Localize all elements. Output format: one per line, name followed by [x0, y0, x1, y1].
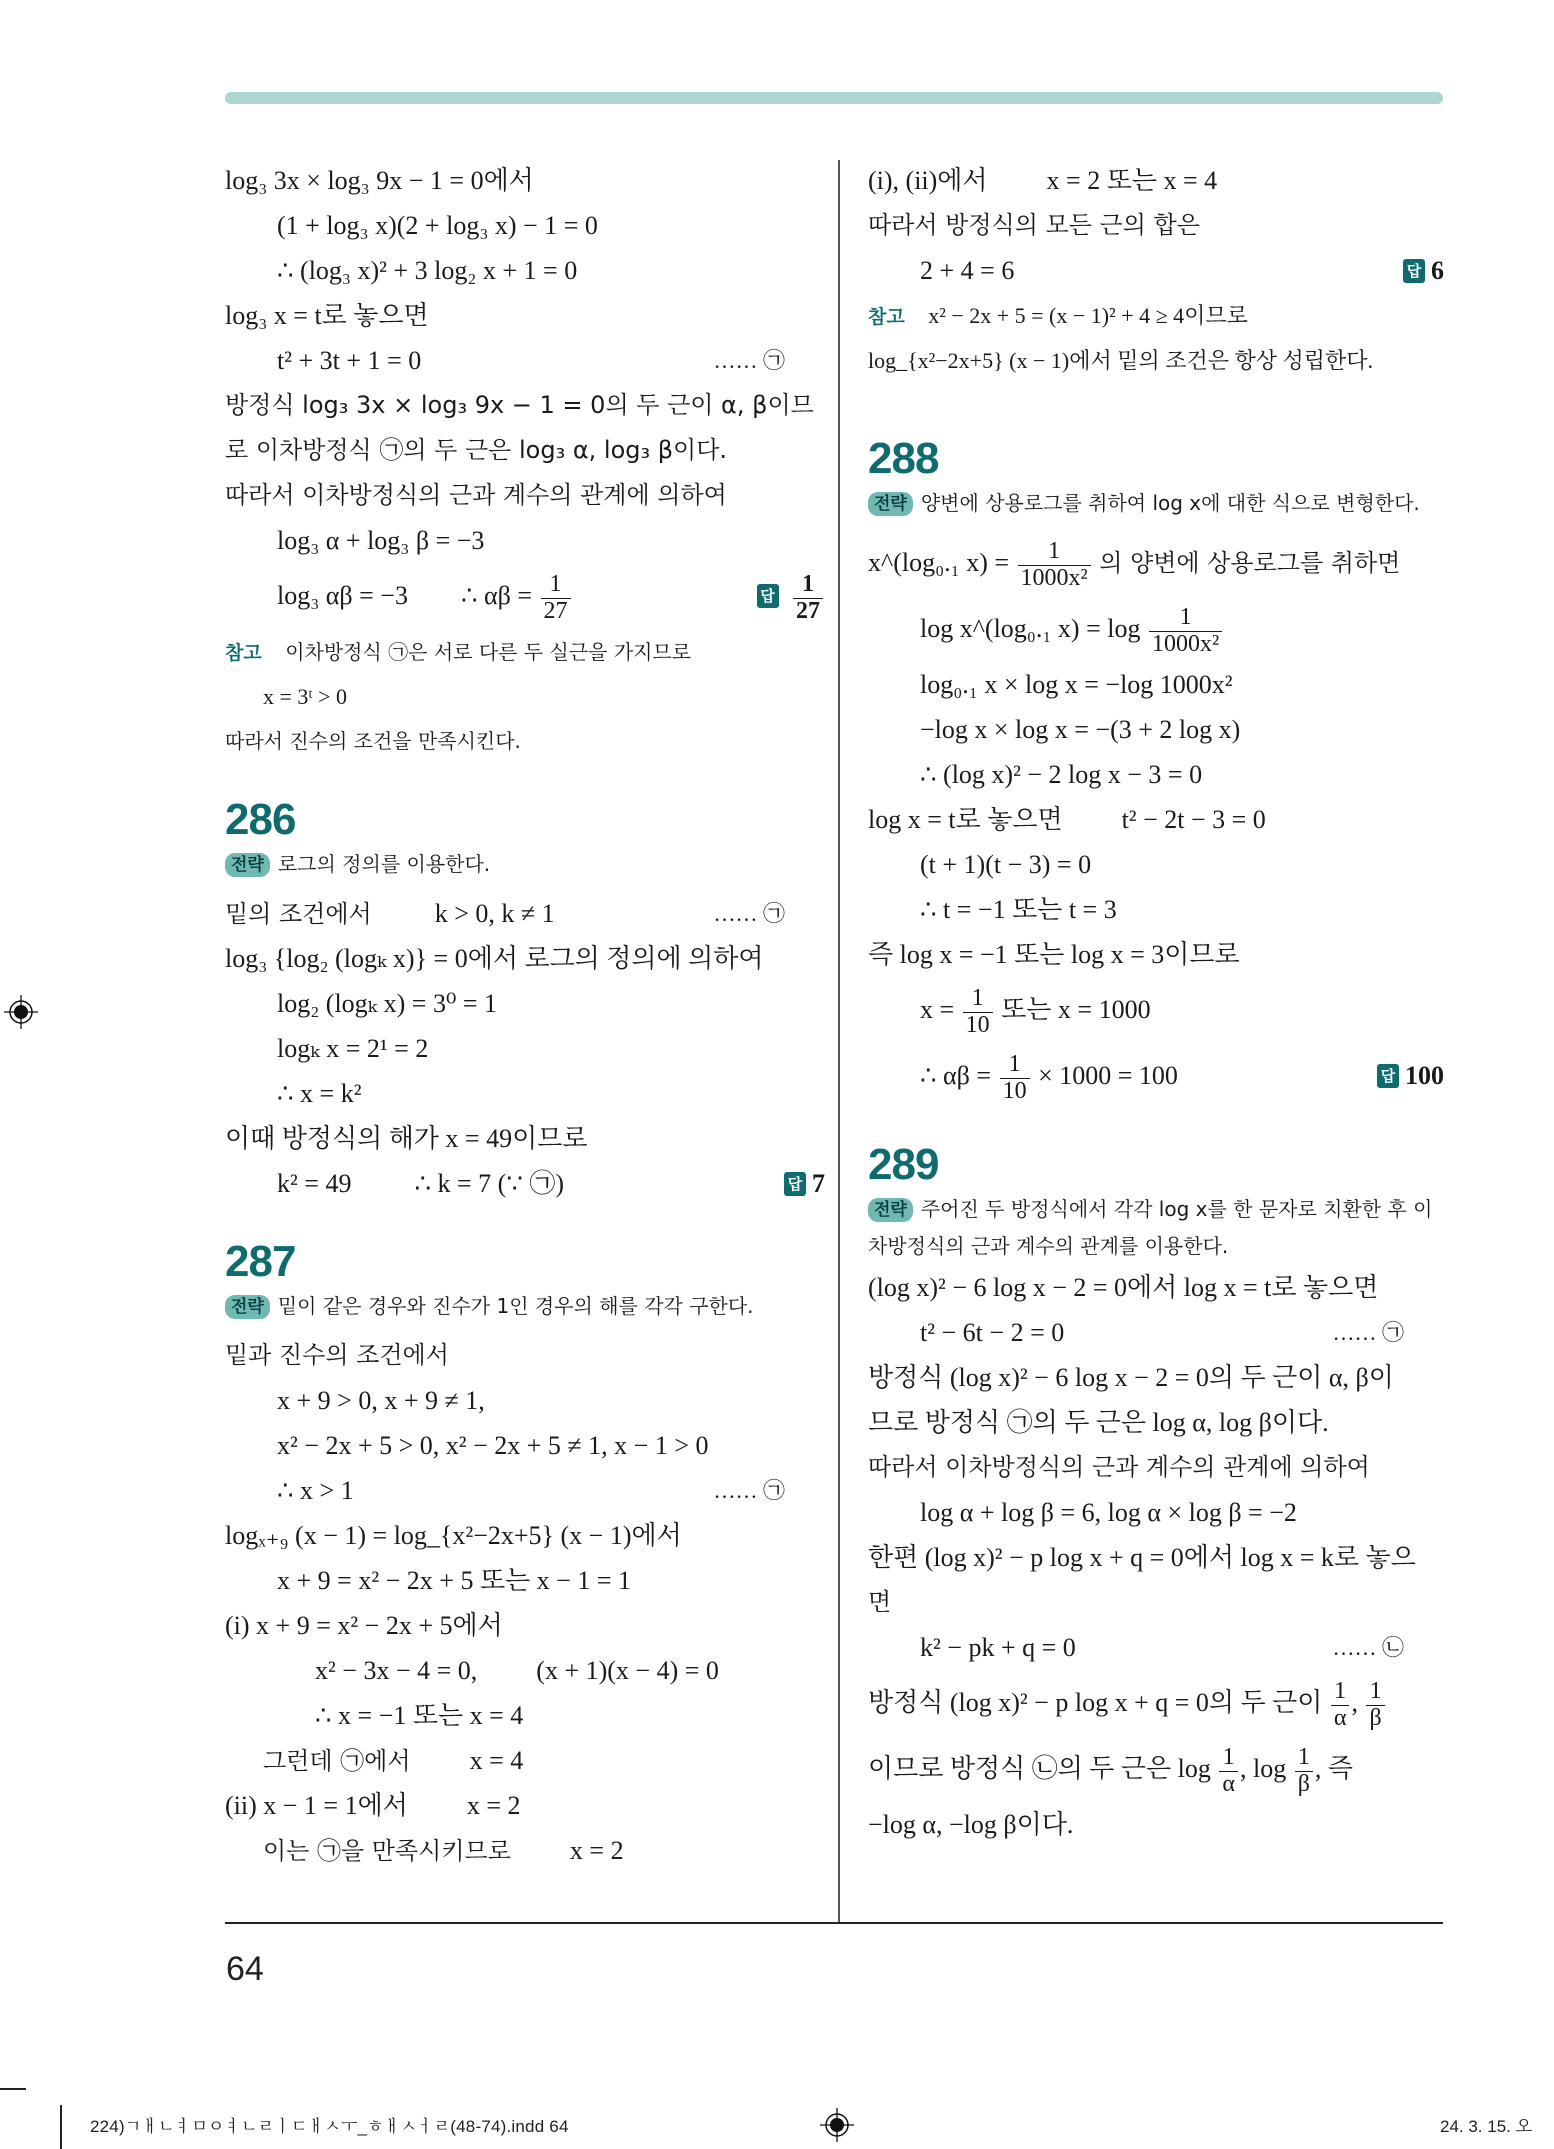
numerator: 1 [1018, 539, 1091, 565]
strategy-text: 양변에 상용로그를 취하여 log x에 대한 식으로 변형한다. [920, 491, 1420, 515]
text: (i), (ii)에서 [868, 166, 988, 195]
fraction [1149, 605, 1222, 656]
fraction [541, 572, 571, 623]
equation-line: −log x × log x = −(3 + 2 log x) [920, 715, 1241, 744]
equation-line [225, 1161, 825, 1206]
text-line: 한편 (log x)² − p log x + q = 0에서 log x = k로 놓으 [868, 1543, 1416, 1572]
equation: log x^(log₀.₁ x) = log [920, 614, 1141, 643]
equation: x = 2 또는 x = 4 [1046, 166, 1218, 195]
answer-value: 100 [1405, 1061, 1444, 1090]
page-number: 64 [226, 1950, 264, 1988]
fraction [1219, 1745, 1238, 1796]
answer [784, 1161, 825, 1206]
left-column [225, 158, 825, 1873]
equation-line [868, 977, 1444, 1043]
equation: x = 2 [569, 1836, 624, 1865]
marker-label: ㉠ [762, 901, 785, 926]
dots: …… [713, 1478, 758, 1503]
crop-mark [0, 2088, 26, 2090]
equation-line: log₀.₁ x × log x = −log 1000x² [920, 670, 1233, 699]
numerator: 1 [1149, 605, 1222, 631]
equation-line [868, 158, 1444, 203]
dots: …… [713, 348, 758, 373]
strategy-tag: 전략 [868, 1198, 913, 1222]
numerator: 1 [1366, 1679, 1384, 1705]
strategy-line [868, 1191, 1444, 1265]
equation: (ii) x − 1 = 1에서 [225, 1791, 408, 1820]
fraction [1331, 1679, 1350, 1730]
equation-line [868, 596, 1444, 662]
equation-line: logₖ x = 2¹ = 2 [277, 1034, 429, 1063]
equation-line: log α + log β = 6, log α × log β = −2 [920, 1498, 1297, 1527]
denominator: 27 [796, 597, 820, 624]
marker-label: ㉠ [762, 1478, 785, 1503]
numerator: 1 [1331, 1679, 1350, 1705]
denominator: β [1297, 1770, 1310, 1797]
equation-line: ∴ (log₃ x)² + 3 log₂ x + 1 = 0 [277, 256, 578, 285]
text-line: 따라서 이차방정식의 근과 계수의 관계에 의하여 [225, 481, 727, 509]
equation-line [225, 1648, 825, 1693]
equation-line: ∴ x = k² [277, 1079, 362, 1108]
equation-line [225, 338, 825, 383]
denominator: 27 [543, 597, 568, 624]
text: 이므로 방정식 ㉡의 두 근은 log [868, 1754, 1211, 1783]
note-line [225, 629, 825, 674]
equation: 또는 x = 1000 [1001, 995, 1151, 1024]
dots: …… [1332, 1635, 1377, 1660]
equation-line [868, 1625, 1444, 1670]
equation: x = 2 [466, 1791, 521, 1820]
solution-287 [225, 1236, 825, 1873]
crop-mark [60, 2105, 62, 2149]
numerator: 1 [963, 986, 993, 1012]
equation-line: ∴ x = −1 또는 x = 4 [315, 1701, 524, 1730]
text-line: 방정식 log₃ 3x × log₃ 9x − 1 = 0의 두 근이 α, β이므 [225, 391, 814, 419]
text-line: 면 [868, 1588, 892, 1616]
equation-line [225, 891, 825, 936]
text-line [868, 1736, 1444, 1802]
solution-289 [868, 1139, 1444, 1847]
equation: t² + 3t + 1 = 0 [277, 346, 422, 375]
right-column [868, 158, 1444, 1847]
equation-line: logₓ₊₉ (x − 1) = log_{x²−2x+5} (x − 1)에서 [225, 1521, 682, 1550]
answer-badge: 답 [1377, 1064, 1399, 1088]
text-line: 므로 방정식 ㉠의 두 근은 log α, log β이다. [868, 1408, 1329, 1437]
equation-line: ∴ t = −1 또는 t = 3 [920, 895, 1117, 924]
text-line: log₃ x = t로 놓으면 [225, 301, 429, 330]
spacer [868, 383, 1444, 433]
strategy-line [225, 1288, 825, 1333]
note-line [868, 293, 1444, 338]
denominator: 1000x² [1020, 564, 1088, 591]
case-line [225, 1783, 825, 1828]
equation-line [225, 1828, 825, 1873]
note-text: x² − 2x + 5 = (x − 1)² + 4 ≥ 4이므로 [928, 303, 1248, 328]
note-label: 참고 [225, 642, 262, 664]
problem-number: 289 [868, 1140, 939, 1189]
equation: ∴ k = 7 (∵ ㉠) [414, 1169, 565, 1198]
equation-line: 즉 log x = −1 또는 log x = 3이므로 [868, 940, 1240, 969]
solution-285-continued [225, 158, 825, 764]
registration-mark-icon [820, 2108, 854, 2142]
case-line: (i) x + 9 = x² − 2x + 5에서 [225, 1611, 503, 1640]
equation: k > 0, k ≠ 1 [434, 899, 555, 928]
equation-line [868, 797, 1444, 842]
dots: …… [1332, 1320, 1377, 1345]
slug-date: 24. 3. 15. 오 [1440, 2117, 1533, 2136]
top-accent-bar [225, 92, 1443, 104]
denominator: 10 [965, 1011, 990, 1038]
numerator: 1 [1295, 1745, 1313, 1771]
equation-line: (1 + log₃ x)(2 + log₃ x) − 1 = 0 [277, 211, 598, 240]
answer [1403, 248, 1444, 293]
denominator: α [1222, 1770, 1235, 1797]
text-line: 이때 방정식의 해가 x = 49이므로 [225, 1124, 588, 1153]
text-line: 밑과 진수의 조건에서 [225, 1341, 449, 1369]
numerator: 1 [793, 572, 823, 598]
equation-line [225, 563, 825, 629]
equation-line: x + 9 = x² − 2x + 5 또는 x − 1 = 1 [277, 1566, 632, 1595]
equation: x = 4 [469, 1746, 524, 1775]
dots: …… [713, 901, 758, 926]
equation: t² − 6t − 2 = 0 [920, 1318, 1065, 1347]
equation-line: x + 9 > 0, x + 9 ≠ 1, [277, 1386, 485, 1415]
equation: × 1000 = 100 [1038, 1061, 1178, 1090]
equation: k² = 49 [277, 1169, 352, 1198]
equation-line [225, 1468, 825, 1513]
text-line: 방정식 (log x)² − p log x + q = 0의 두 근이 $\frac{1}{\alpha}$ , $\frac{1}{\beta}$ [868, 1670, 1444, 1736]
text-line: log₃ {log₂ (logₖ x)} = 0에서 로그의 정의에 의하여 [225, 944, 764, 973]
solution-287-continued [868, 158, 1444, 383]
answer-fraction [793, 572, 823, 623]
text: 이는 ㉠을 만족시키므로 [263, 1837, 511, 1865]
equation-marker [713, 891, 785, 936]
strategy-text: 주어진 두 방정식에서 각각 log x를 한 문자로 치환한 후 이차방정식의 근과 계수의 관계를 이용한다. [868, 1197, 1433, 1258]
equation-line [868, 530, 1444, 596]
equation: x = [920, 995, 955, 1024]
equation-line [868, 1043, 1444, 1109]
equation: 2 + 4 = 6 [920, 256, 1015, 285]
equation-line [868, 1310, 1444, 1355]
text-line: 방정식 (log x)² − 6 log x − 2 = 0의 두 근이 α, β이 [868, 1363, 1394, 1392]
equation-line [868, 248, 1444, 293]
denominator: α [1333, 1704, 1347, 1731]
answer-value: 7 [812, 1169, 825, 1198]
text-line: log₃ 3x × log₃ 9x − 1 = 0에서 [225, 166, 534, 195]
fraction [1018, 539, 1091, 590]
note-label: 참고 [868, 306, 905, 328]
denominator: 1000x² [1151, 630, 1220, 657]
strategy-tag: 전략 [225, 1295, 270, 1319]
text: 방정식 (log x)² − p log x + q = 0의 두 근이 [868, 1688, 1323, 1717]
strategy-line [868, 485, 1444, 530]
registration-mark-icon [4, 995, 38, 1029]
bottom-rule [225, 1922, 1443, 1924]
note-line: log_{x²−2x+5} (x − 1)에서 밑의 조건은 항상 성립한다. [868, 348, 1373, 373]
equation: ∴ x > 1 [277, 1476, 354, 1505]
text: 의 양변에 상용로그를 취하면 [1099, 549, 1401, 577]
equation-line: x = 3ᵗ > 0 [263, 684, 348, 709]
equation-line: x² − 2x + 5 > 0, x² − 2x + 5 ≠ 1, x − 1 > 0 [277, 1431, 709, 1460]
equation-marker [713, 1468, 785, 1513]
marker-label: ㉠ [1381, 1320, 1404, 1345]
numerator: 1 [1000, 1052, 1030, 1078]
equation: k² − pk + q = 0 [920, 1633, 1076, 1662]
text-line: 따라서 방정식의 모든 근의 합은 [868, 211, 1200, 239]
problem-number: 287 [225, 1237, 296, 1286]
solution-288 [868, 433, 1444, 1109]
equation-line: log₃ α + log₃ β = −3 [277, 526, 485, 555]
equation-line: ∴ (log x)² − 2 log x − 3 = 0 [920, 760, 1203, 789]
equation: x^(log₀.₁ x) = [868, 548, 1010, 577]
equation: ∴ αβ = [920, 1061, 992, 1090]
text: , 즉 [1314, 1754, 1354, 1783]
problem-number: 286 [225, 795, 296, 844]
strategy-text: 밑이 같은 경우와 진수가 1인 경우의 해를 각각 구한다. [277, 1294, 754, 1318]
answer [757, 563, 826, 629]
equation-marker [1332, 1310, 1404, 1355]
spacer [868, 1109, 1444, 1139]
note-text: 이차방정식 ㉠은 서로 다른 두 실근을 가지므로 [285, 640, 692, 664]
text-line: −log α, −log β이다. [868, 1810, 1074, 1839]
numerator: 1 [541, 572, 571, 598]
answer-value: 6 [1431, 256, 1444, 285]
problem-number: 288 [868, 434, 939, 483]
text-line: 따라서 이차방정식의 근과 계수의 관계에 의하여 [868, 1453, 1370, 1481]
equation-line [225, 1738, 825, 1783]
answer-badge: 답 [1403, 259, 1425, 283]
column-divider [838, 160, 840, 1922]
note-text: 따라서 진수의 조건을 만족시킨다. [225, 729, 521, 753]
numerator: 1 [1219, 1745, 1238, 1771]
solution-286 [225, 794, 825, 1206]
denominator: 10 [1002, 1077, 1027, 1104]
equation-marker [1332, 1625, 1404, 1670]
equation-line: (t + 1)(t − 3) = 0 [920, 850, 1092, 879]
equation-line: (log x)² − 6 log x − 2 = 0에서 log x = t로 놓으면 [868, 1273, 1379, 1302]
strategy-tag: 전략 [225, 853, 270, 877]
strategy-line [225, 846, 825, 891]
fraction [963, 986, 993, 1037]
fraction [1295, 1745, 1313, 1796]
slug-filename: 224)ㄱㅐㄴㅕㅁㅇㅕㄴㄹㅣㄷㅐㅅㅜ_ㅎㅐㅅㅓㄹ(48-74).indd 64 [90, 2117, 569, 2136]
equation: t² − 2t − 3 = 0 [1121, 805, 1266, 834]
strategy-text: 로그의 정의를 이용한다. [277, 852, 491, 876]
text: 그런데 ㉠에서 [263, 1747, 411, 1775]
text: , log [1239, 1754, 1287, 1783]
denominator: β [1369, 1704, 1382, 1731]
equation: x² − 3x − 4 = 0, [315, 1656, 478, 1685]
text-line: 로 이차방정식 ㉠의 두 근은 log₃ α, log₃ β이다. [225, 436, 728, 464]
equation-line: log₂ (logₖ x) = 3⁰ = 1 [277, 989, 498, 1018]
answer-badge: 답 [784, 1172, 806, 1196]
marker-label: ㉠ [762, 348, 785, 373]
answer-badge: 답 [757, 584, 779, 608]
fraction [1000, 1052, 1030, 1103]
equation: log x = t로 놓으면 [868, 805, 1063, 834]
equation: ∴ αβ = [460, 581, 533, 610]
answer [1377, 1043, 1444, 1109]
text: 밑의 조건에서 [225, 900, 372, 928]
fraction [1366, 1679, 1384, 1730]
strategy-tag: 전략 [868, 492, 913, 516]
equation: (x + 1)(x − 4) = 0 [536, 1656, 719, 1685]
equation-marker [713, 338, 785, 383]
marker-label: ㉡ [1381, 1635, 1404, 1660]
equation: log₃ αβ = −3 [277, 581, 408, 610]
